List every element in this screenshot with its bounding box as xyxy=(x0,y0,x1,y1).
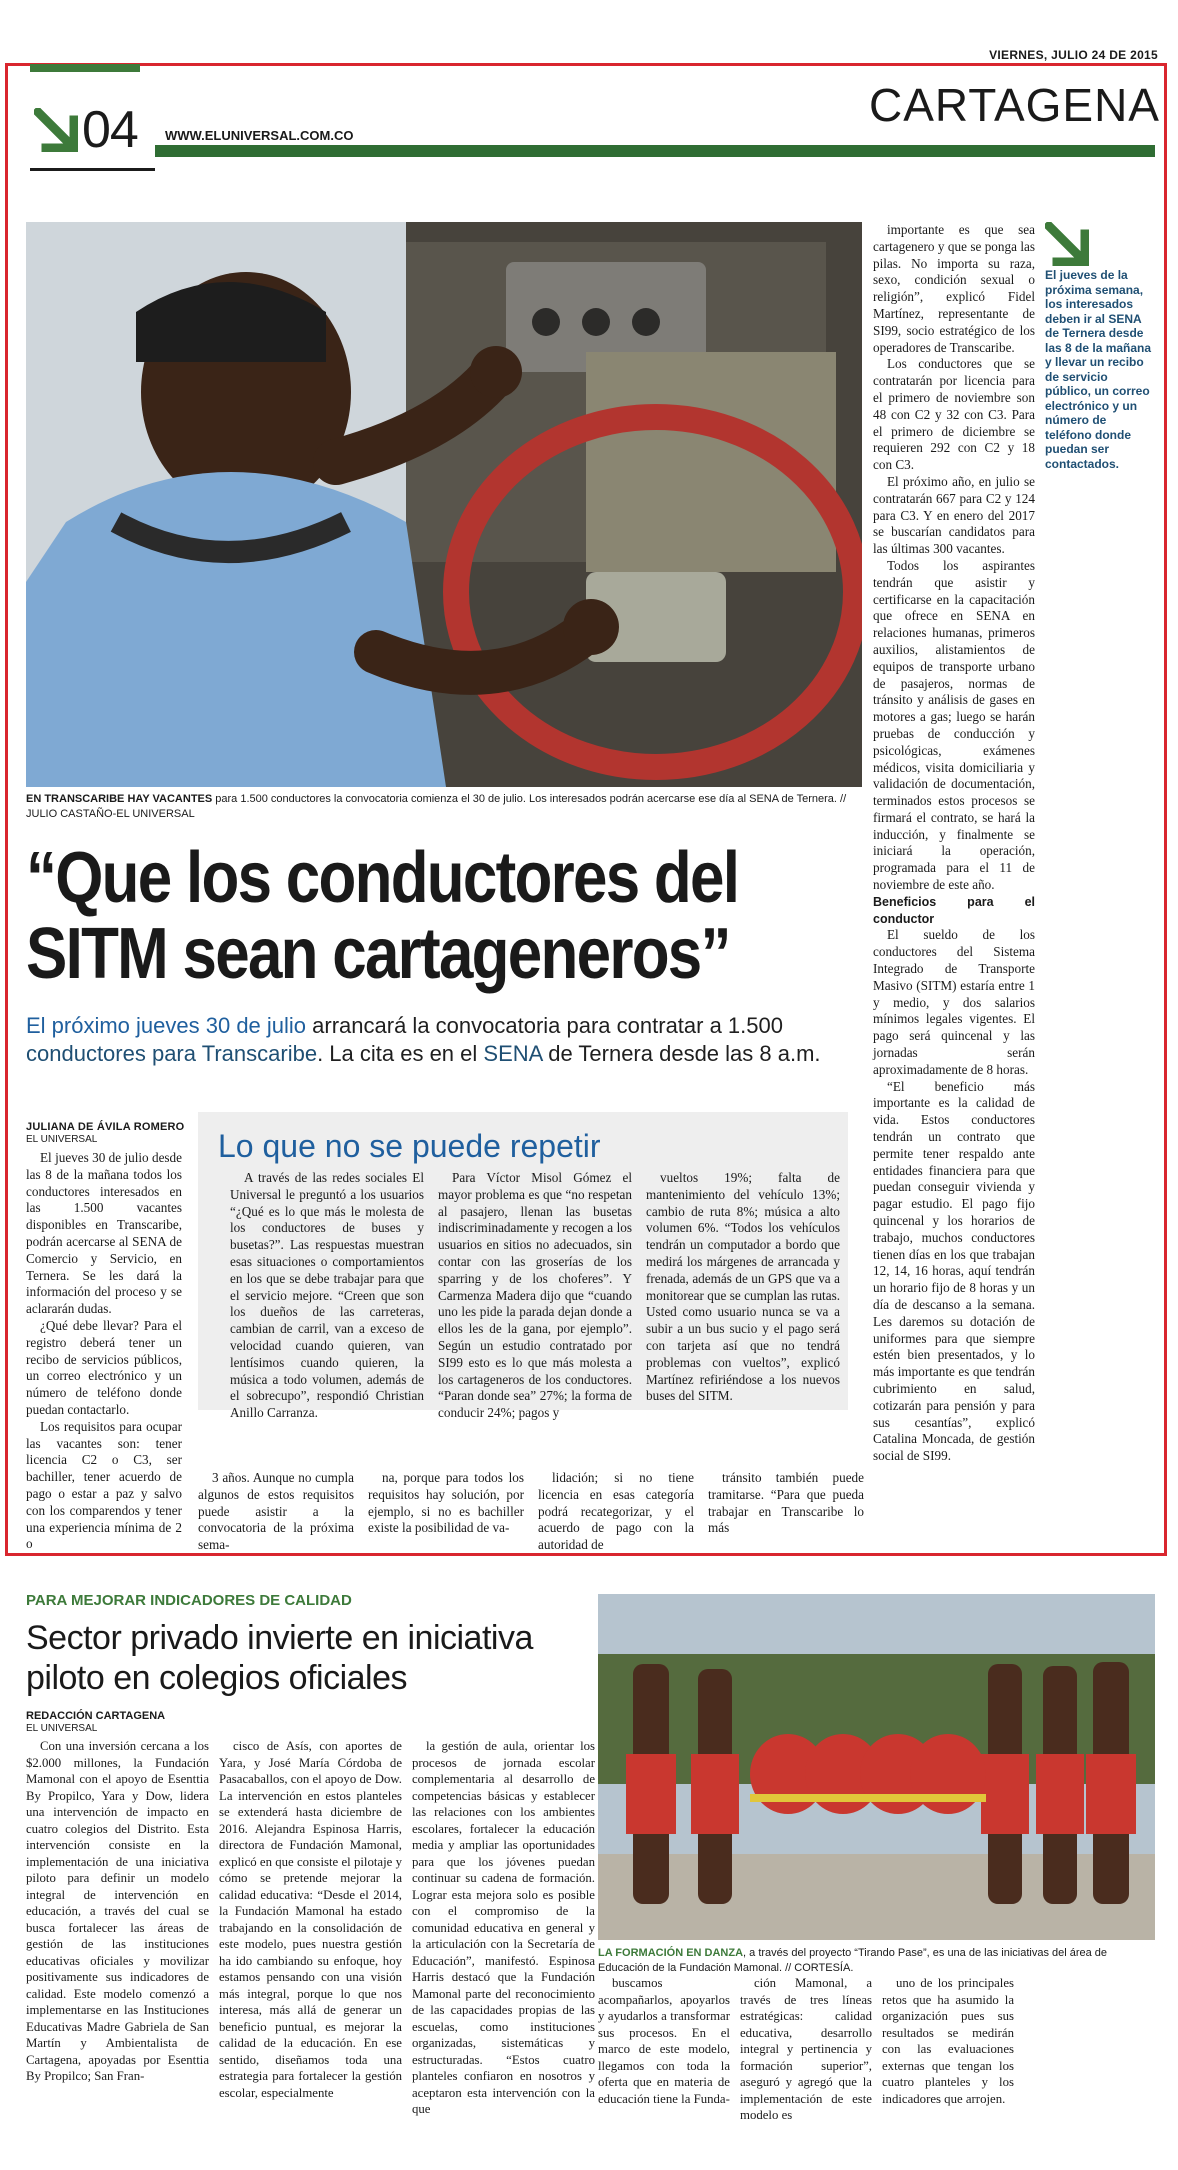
sidebar-note: El jueves de la próxima semana, los interesados deben ir al SENA de Ternera desde las 8 de la mañana y llevar un recibo de servicio público, un correo electrónico y un número de teléfono donde puedan ser contactados. xyxy=(1045,268,1152,471)
main-headline xyxy=(26,840,745,992)
dek-date: El próximo jueves 30 de julio xyxy=(26,1013,307,1038)
article2-column-1 xyxy=(26,1738,209,2118)
paragraph: lidación; si no tiene licencia en esas categoría podrá recategorizar, y el acuerdo de pago con la autoridad de xyxy=(538,1470,694,1553)
byline: JULIANA DE ÁVILA ROMERO xyxy=(26,1121,185,1133)
left-column xyxy=(26,1150,182,1553)
byline: REDACCIÓN CARTAGENA xyxy=(26,1710,166,1722)
paragraph: El sueldo de los conductores del Sistema Integrado de Transporte Masivo (SITM) estaría entre 1 y medio, y dos salarios mínimos legales vigentes. El pago será quincenal y las jornadas serán aproximadamente de 8 horas. xyxy=(873,927,1035,1077)
header-green-rule xyxy=(155,145,1155,157)
box-title: Lo que no se puede repetir xyxy=(218,1128,601,1164)
article2-bottom-column xyxy=(740,1975,872,2124)
byline-org: EL UNIVERSAL xyxy=(26,1134,98,1145)
secondary-headline: Sector privado invierte en iniciativa piloto en colegios oficiales xyxy=(26,1619,533,1697)
paragraph: Todos los aspirantes tendrán que asistir y certificarse en la capacitación que ofrece en SENA en relaciones humanas, primeros auxilios, alistamientos de equipos de transporte urbano de pasajeros, normas de tránsito y análisis de gases en motores a gas; luego se harán pruebas de conducción y psicológicas, exámenes médicos, visita domiciliaria y validación de documentación, terminados estos procesos se firmará el contrato, se hará la inducción, y finalmente se iniciará la operación, programada para el 11 de noviembre de este año. xyxy=(873,557,1035,893)
box-columns xyxy=(230,1170,840,1422)
photo-caption xyxy=(598,1946,1158,1976)
headline-line-1: “Que los conductores del xyxy=(26,838,739,918)
paragraph: Los requisitos para ocupar las vacantes son: tener licencia C2 o C3, ser bachiller, tener acuerdo de pago o estar a paz y salvo con los comparendos y tener una experiencia mínima de 2 o xyxy=(26,1418,182,1552)
paragraph: cisco de Asís, con aportes de Yara, y José María Córdoba de Pasacaballos, con el apoyo de Dow. La intervención en estos planteles se extenderá hasta diciembre de 2016. Alejandra Espinosa Harris, directora de Fundación Mamonal, explicó en que consiste el pilotaje y cómo se pretende mejorar la calidad educativa: “Desde el 2014, la Fundación Mamonal ha estado trabajando en la consolidación de este modelo, pues nuestra gestión ha ido cambiando su enfoque, hoy estamos pensando con una visión más integral, porque lo que nos interesa, más allá de generar un beneficio puntual, es mejorar la calidad de la educación. En ese sentido, diseñamos toda una estrategia para fortalecer la gestión escolar, especialmente xyxy=(219,1739,402,2100)
paragraph: “El beneficio más importante es la calidad de vida. Estos conductores tendrán un contrato que permite tener respaldo ante entidades financiera para que puedan conseguir vivienda y pagar estudio. El pago fijo quincenal y los horarios de trabajo, muchos conductores tienen días en los que trabajan 12, 14, 16 horas, aquí tendrán un horario fijo de 8 horas y un día de descanso a la semana. Les daremos su dotación de uniformes para que siempre estén bien presentados, y lo más importante es que tendrán cubrimiento en salud, cotizarán para pensión y para sus cesantías”, explicó Catalina Moncada, de gestión social de SI99. xyxy=(873,1078,1035,1464)
caption-text: , a través del proyecto “Tirando Pase”, es una de las iniciativas del área de Educación de la Fundación Mamonal. // CORTESÍA. xyxy=(598,1947,1108,1974)
caption-lead: LA FORMACIÓN EN DANZA xyxy=(598,1947,744,1959)
site-url[interactable]: WWW.ELUNIVERSAL.COM.CO xyxy=(165,128,354,143)
dek-text-1: arrancará la convocatoria para contratar a 1.500 xyxy=(306,1013,783,1038)
bottom-column xyxy=(368,1470,524,1554)
section-title: CARTAGENA xyxy=(868,79,1160,131)
dek-highlight: conductores para Transcaribe xyxy=(26,1041,318,1066)
headline-dek xyxy=(26,1012,866,1068)
bottom-column xyxy=(708,1470,864,1554)
paragraph: Para Víctor Misol Gómez el mayor problema es que “no respetan al pasajero, llenan las busetas indiscriminadamente y recogen a los usuarios en sitios no adecuados, sin contar con las groserías de los sparring y de los choferes”. Y Carmenza Madera dijo que “cuando uno les pide la parada dejan donde a ellos les de la gana, por ejemplo”. Según un estudio contratado por SI99 esto es lo que más molesta a los cartageneros de los conductores. “Paran donde sea” 27%; la forma de conducir 24%; pagos y xyxy=(438,1170,632,1421)
arrow-down-right-icon xyxy=(1045,222,1089,266)
paragraph: A través de las redes sociales El Universal le preguntó a los usuarios “¿Qué es lo que más le molesta de los conductores de buses y busetas?”. Las respuestas muestran esas situaciones o comportamientos en los que se debe trabajar para que el servicio mejore. “Creen que son los dueños de las carreteras, cambian de carril, van a exceso de velocidad cuando quieren, van lentísimos cuando quieren, la música a todo volumen, además de el sobrecupo”, respondió Christian Anillo Carranza. xyxy=(230,1170,424,1421)
paragraph: vueltos 19%; falta de mantenimiento del vehículo 13%; cambio de ruta 8%; música a alto volumen 6%. “Todos los vehículos tendrán un computador a bordo que medirá los márgenes de arrancada y frenada, además de un GPS que va a monitorear que se cumplan las rutas. Usted como usuario nunca se va a subir a un bus sucio y el pago será con tarjeta así que no tendrá problemas con vueltos”, explicó Martínez refiriéndose a los nuevos buses del SITM. xyxy=(646,1170,840,1404)
right-column xyxy=(873,222,1035,1465)
article2-bottom-columns xyxy=(598,1975,1158,2124)
bottom-columns xyxy=(198,1470,868,1554)
box-column-3 xyxy=(646,1170,840,1422)
kicker: PARA MEJORAR INDICADORES DE CALIDAD xyxy=(26,1592,352,1609)
paragraph: na, porque para todos los requisitos hay solución, por ejemplo, si no es bachiller existe la posibilidad de va- xyxy=(368,1470,524,1536)
article2-bottom-column xyxy=(598,1975,730,2124)
article2-column-2 xyxy=(219,1738,402,2118)
driver-photo xyxy=(26,222,862,787)
photo-caption xyxy=(26,792,862,822)
dek-sena: SENA xyxy=(483,1041,543,1066)
issue-date: VIERNES, JULIO 24 DE 2015 xyxy=(989,48,1158,62)
paragraph: El jueves 30 de julio desde las 8 de la mañana todos los conductores interesados en las 1.500 vacantes disponibles en Transcaribe, podrán acercarse al SENA de Comercio y Servicio, en Ternera. Se les dará la información del proceso y se aclararán dudas. xyxy=(26,1150,182,1317)
paragraph: Con una inversión cercana a los $2.000 millones, la Fundación Mamonal con el apoyo de Esenttia By Propilco, Yara y Dow, lidera una intervención de impacto en cuatro colegios del Distrito. Esta intervención consiste en la implementación de una iniciativa piloto para definir un modelo integral de intervención en educación, a través del cual se busca fortalecer las áreas de gestión de las instituciones educativas oficiales y movilizar positivamente sus indicadores de calidad. Este modelo comenzó a implementarse en las Instituciones Educativas Madre Gabriela de San Martín y Ambientalista de Cartagena, apoyadas por Esenttia By Propilco; San Fran- xyxy=(26,1739,209,2083)
bottom-column xyxy=(198,1470,354,1554)
paragraph: 3 años. Aunque no cumpla algunos de estos requisitos puede asistir a la convocatoria de la próxima sema- xyxy=(198,1470,354,1553)
paragraph: tránsito también puede tramitarse. “Para que pueda trabajar en Transcaribe lo más xyxy=(708,1470,864,1536)
dek-text-3: de Ternera desde las 8 a.m. xyxy=(542,1041,821,1066)
page-number: 04 xyxy=(82,101,138,159)
paragraph: El próximo año, en julio se contratarán 667 para C2 y 124 para C3. Y en enero del 2017 se buscarían candidatos para las últimas 300 vacantes. xyxy=(873,473,1035,557)
paragraph: ción Mamonal, a través de tres líneas estratégicas: calidad educativa, desarrollo integral y pertinencia y formación superior”, aseguró y agregó que la implementación de este modelo es xyxy=(740,1976,872,2122)
caption-text: para 1.500 conductores la convocatoria comienza el 30 de julio. Los interesados podrán acercarse ese día al SENA de Ternera. // JULIO CASTAÑO-EL UNIVERSAL xyxy=(26,793,847,820)
paragraph: ¿Qué debe llevar? Para el registro deberá tener un recibo de servicios públicos, un correo electrónico y un número de teléfono donde puedan contactarlo. xyxy=(26,1317,182,1417)
arrow-down-right-icon xyxy=(34,108,78,152)
byline-org: EL UNIVERSAL xyxy=(26,1723,98,1734)
subhead: Beneficios para el conductor xyxy=(873,894,1035,926)
bottom-column xyxy=(538,1470,694,1554)
box-column-2 xyxy=(438,1170,632,1422)
article2-bottom-column xyxy=(882,1975,1014,2124)
section-color-bar xyxy=(30,64,140,72)
article2-column-3 xyxy=(412,1738,595,2118)
paragraph: importante es que sea cartagenero y que se ponga las pilas. No importa su raza, sexo, condición sexual o religión”, explicó Fidel Martínez, representante de SI99, socio estratégico de los operadores de Transcaribe. xyxy=(873,222,1035,355)
article2-columns xyxy=(26,1738,596,2118)
paragraph: Los conductores que se contratarán por licencia para el primero de noviembre son 48 con C2 y 32 con C3. Para el primero de diciembre se requieren 292 con C2 y 18 con C3. xyxy=(873,356,1035,473)
caption-lead: EN TRANSCARIBE HAY VACANTES xyxy=(26,793,213,805)
dek-text-2: . La cita es en el xyxy=(317,1041,484,1066)
dance-photo xyxy=(598,1594,1155,1940)
box-column-1 xyxy=(230,1170,424,1422)
paragraph: buscamos acompañarlos, apoyarlos y ayudarlos a transformar sus procesos. En el marco de este modelo, llegamos con toda la oferta que en materia de educación tiene la Funda- xyxy=(598,1976,730,2106)
paragraph: la gestión de aula, orientar los procesos de jornada escolar complementaria al desarrollo de competencias básicas y establecer las relaciones con los ambientes escolares, fortalecer la educación media y ampliar las oportunidades para que los jóvenes puedan continuar su cadena de formación. Lograr esta mejora solo es posible con el compromiso de la comunidad educativa en general y la articulación con la Secretaría de Educación”, manifestó. Espinosa Harris destacó que la Fundación Mamonal parte del reconocimiento de las capacidades propias de las escuelas, como instituciones organizadas, sistemáticas y estructuradas. “Estos cuatro planteles confiaron en nosotros y aceptaron esta intervención con la que xyxy=(412,1739,595,2116)
headline-line-2: SITM sean cartageneros” xyxy=(26,914,730,994)
paragraph: uno de los principales retos que ha asumido la organización pues sus resultados se medirán con las evaluaciones externas que tengan los cuatro planteles y los indicadores que arrojen. xyxy=(882,1976,1014,2106)
